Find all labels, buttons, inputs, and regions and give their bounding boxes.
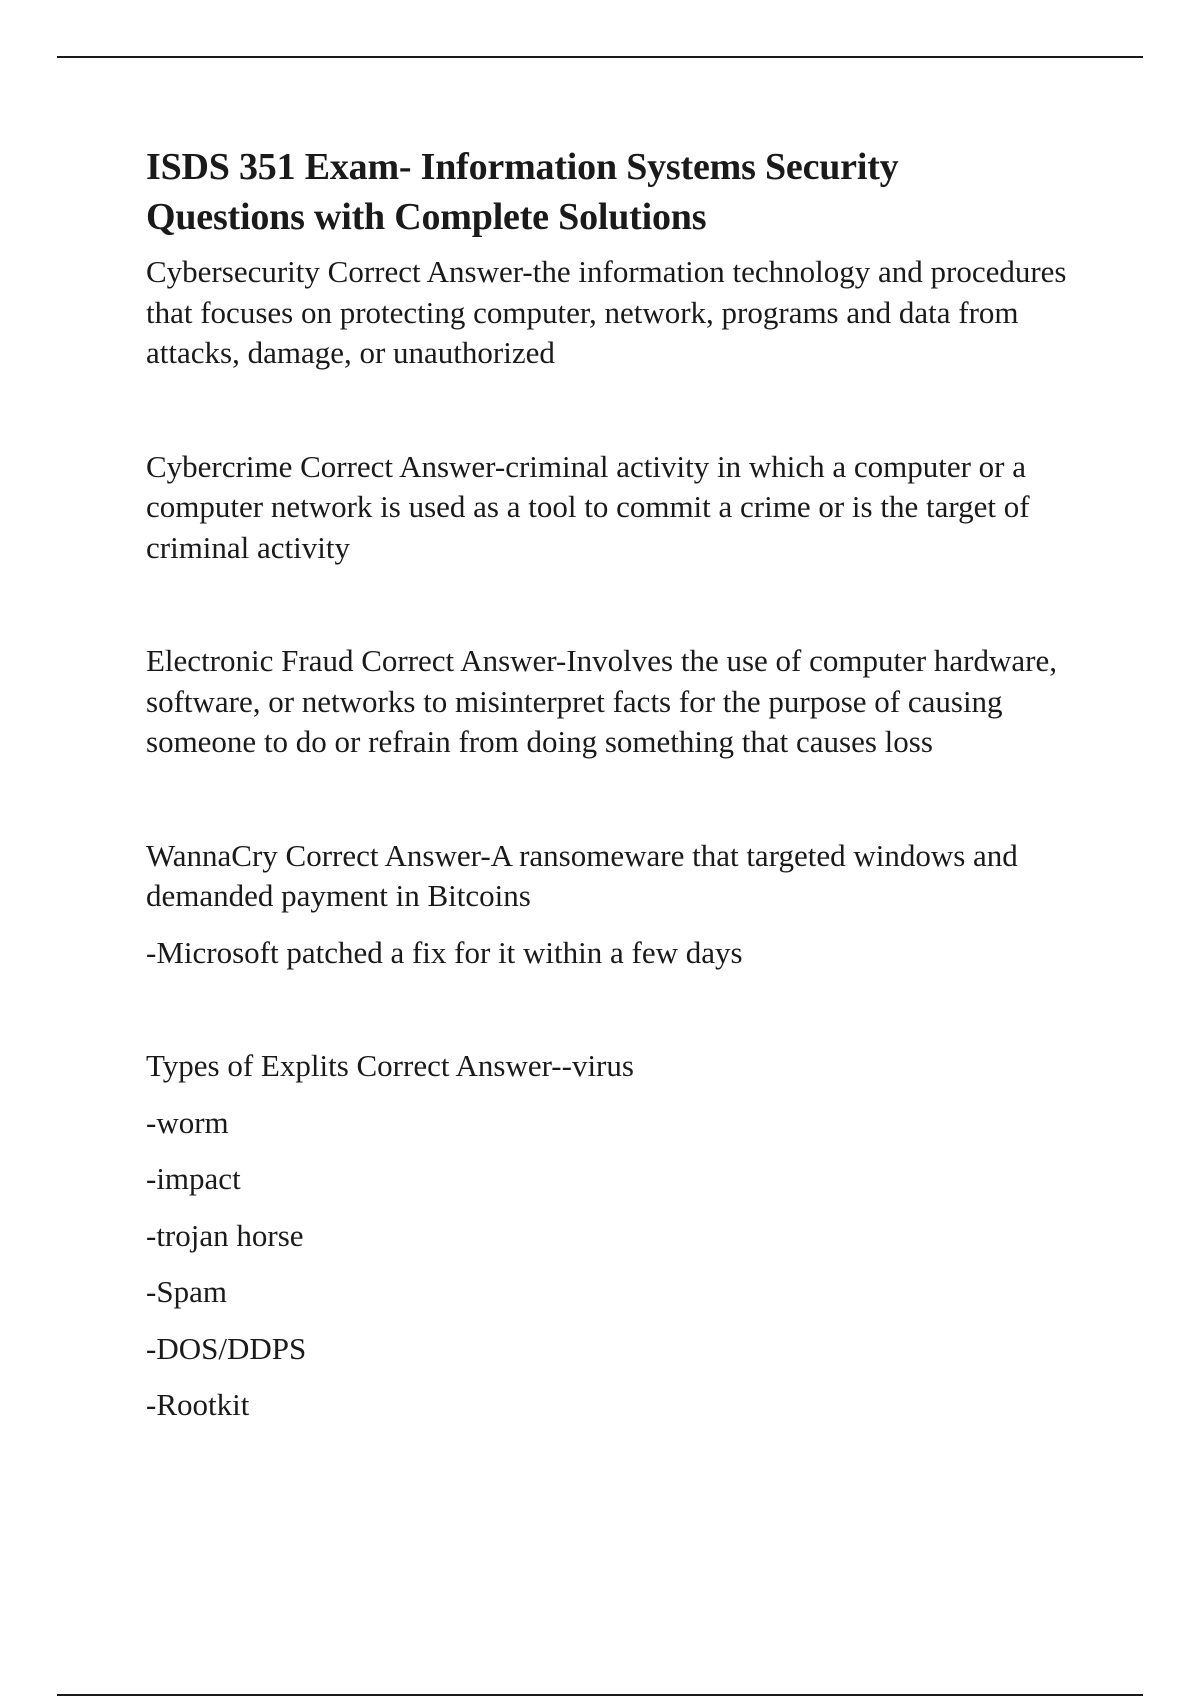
list-item: -Spam xyxy=(146,1274,227,1309)
list-item: -trojan horse xyxy=(146,1217,304,1253)
document-title xyxy=(146,142,1086,242)
entry-cybersecurity: Cybersecurity Correct Answer-the information technology and procedures that focuses on protecting computer, network, programs and data from attacks, damage, or unauthorized xyxy=(146,254,1067,370)
entry-types-of-exploits: Types of Explits Correct Answer--virus xyxy=(146,1048,634,1083)
list-item: -DOS/DDPS xyxy=(146,1330,307,1366)
entry-cybercrime: Cybercrime Correct Answer-criminal activity in which a computer or a computer network is used as a tool to commit a crime or is the target of criminal activity xyxy=(146,448,1030,565)
title-line-2: Questions with Complete Solutions xyxy=(146,196,707,238)
top-rule xyxy=(57,56,1143,58)
entry-wannacry: WannaCry Correct Answer-A ransomeware that targeted windows and demanded payment in Bitcoins xyxy=(146,837,1018,913)
entry-electronic-fraud: Electronic Fraud Correct Answer-Involves the use of computer hardware, software, or networks to misinterpret facts for the purpose of causing someone to do or refrain from doing something that causes loss xyxy=(146,643,1057,759)
list-item: -Rootkit xyxy=(146,1387,250,1422)
title-line-1: ISDS 351 Exam- Information Systems Security xyxy=(146,146,899,188)
entry-wannacry-note: -Microsoft patched a fix for it within a few days xyxy=(146,934,743,970)
list-item: -worm xyxy=(146,1104,229,1140)
list-item: -impact xyxy=(146,1161,241,1196)
document-body xyxy=(146,142,1086,1426)
bottom-rule xyxy=(57,1694,1143,1696)
